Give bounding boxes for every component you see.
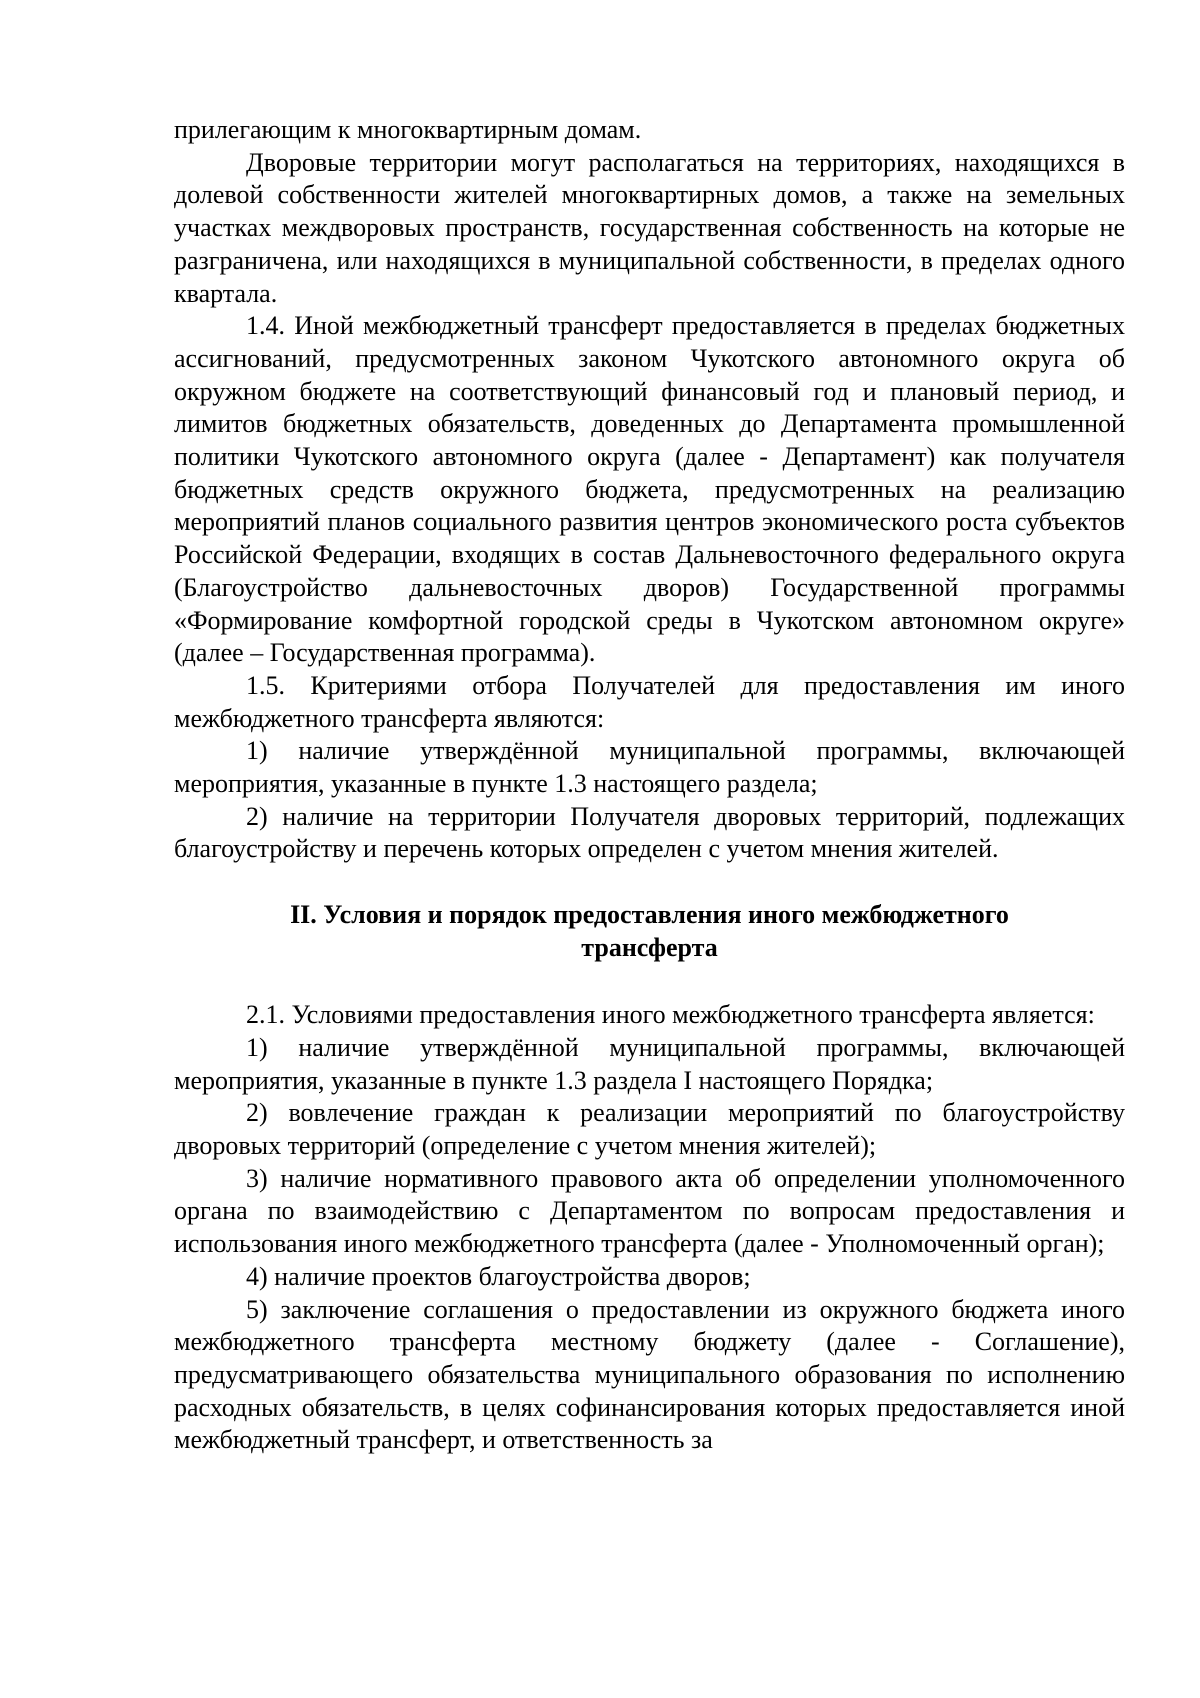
paragraph-2-1-item-1: 1) наличие утверждённой муниципальной программы, включающей мероприятия, указанные в пункте 1.3 раздела I настоящего Порядка;: [174, 1032, 1125, 1095]
section-heading: II. Условия и порядок предоставления иного межбюджетного трансферта: [290, 900, 1009, 963]
document-page: [174, 114, 1125, 1457]
paragraph-2-1-item-5: 5) заключение соглашения о предоставлении из окружного бюджета иного межбюджетного трансферта местному бюджету (далее - Соглашение), предусматривающего обязательства муниципального образования по исполнению расходных обязательств, в целях софинансирования которых предоставляется иной межбюджетный трансферт, и ответственность за: [174, 1294, 1125, 1455]
paragraph-continuation: прилегающим к многоквартирным домам.: [174, 115, 642, 144]
paragraph-1-5-item-1: 1) наличие утверждённой муниципальной программы, включающей мероприятия, указанные в пункте 1.3 настоящего раздела;: [174, 736, 1125, 799]
paragraph-2-1-item-3: 3) наличие нормативного правового акта об определении уполномоченного органа по взаимодействию с Департаментом по вопросам предоставления и использования иного межбюджетного трансферта (далее - Уполномоченный орган);: [174, 1163, 1125, 1259]
paragraph-2-1: 2.1. Условиями предоставления иного межбюджетного трансферта является:: [246, 1000, 1095, 1030]
paragraph-1-5-item-2: 2) наличие на территории Получателя дворовых территорий, подлежащих благоустройству и перечень которых определен с учетом мнения жителей.: [174, 801, 1125, 864]
paragraph-2-1-item-4: 4) наличие проектов благоустройства дворов;: [246, 1261, 751, 1291]
paragraph-1-4: 1.4. Иной межбюджетный трансферт предоставляется в пределах бюджетных ассигнований, предусмотренных законом Чукотского автономного округа об окружном бюджете на соответствующий финансовый год и плановый период, и лимитов бюджетных обязательств, доведенных до Департамента промышленной политики Чукотского автономного округа (далее - Департамент) как получателя бюджетных средств окружного бюджета, предусмотренных на реализацию мероприятий планов социального развития центров экономического роста субъектов Российской Федерации, входящих в состав Дальневосточного федерального округа (Благоустройство дальневосточных дворов) Государственной программы «Формирование комфортной городской среды в Чукотском автономном округе» (далее – Государственная программа).: [174, 311, 1125, 668]
paragraph-2-1-item-2: 2) вовлечение граждан к реализации мероприятий по благоустройству дворовых территорий (определение с учетом мнения жителей);: [174, 1098, 1125, 1160]
paragraph-1-5: 1.5. Критериями отбора Получателей для предоставления им иного межбюджетного трансферта являются:: [174, 670, 1125, 733]
paragraph-yard-territories: Дворовые территории могут располагаться на территориях, находящихся в долевой собственности жителей многоквартирных домов, а также на земельных участках междворовых пространств, государственная собственность на которые не разграничена, или находящихся в муниципальной собственности, в пределах одного квартала.: [174, 147, 1125, 308]
